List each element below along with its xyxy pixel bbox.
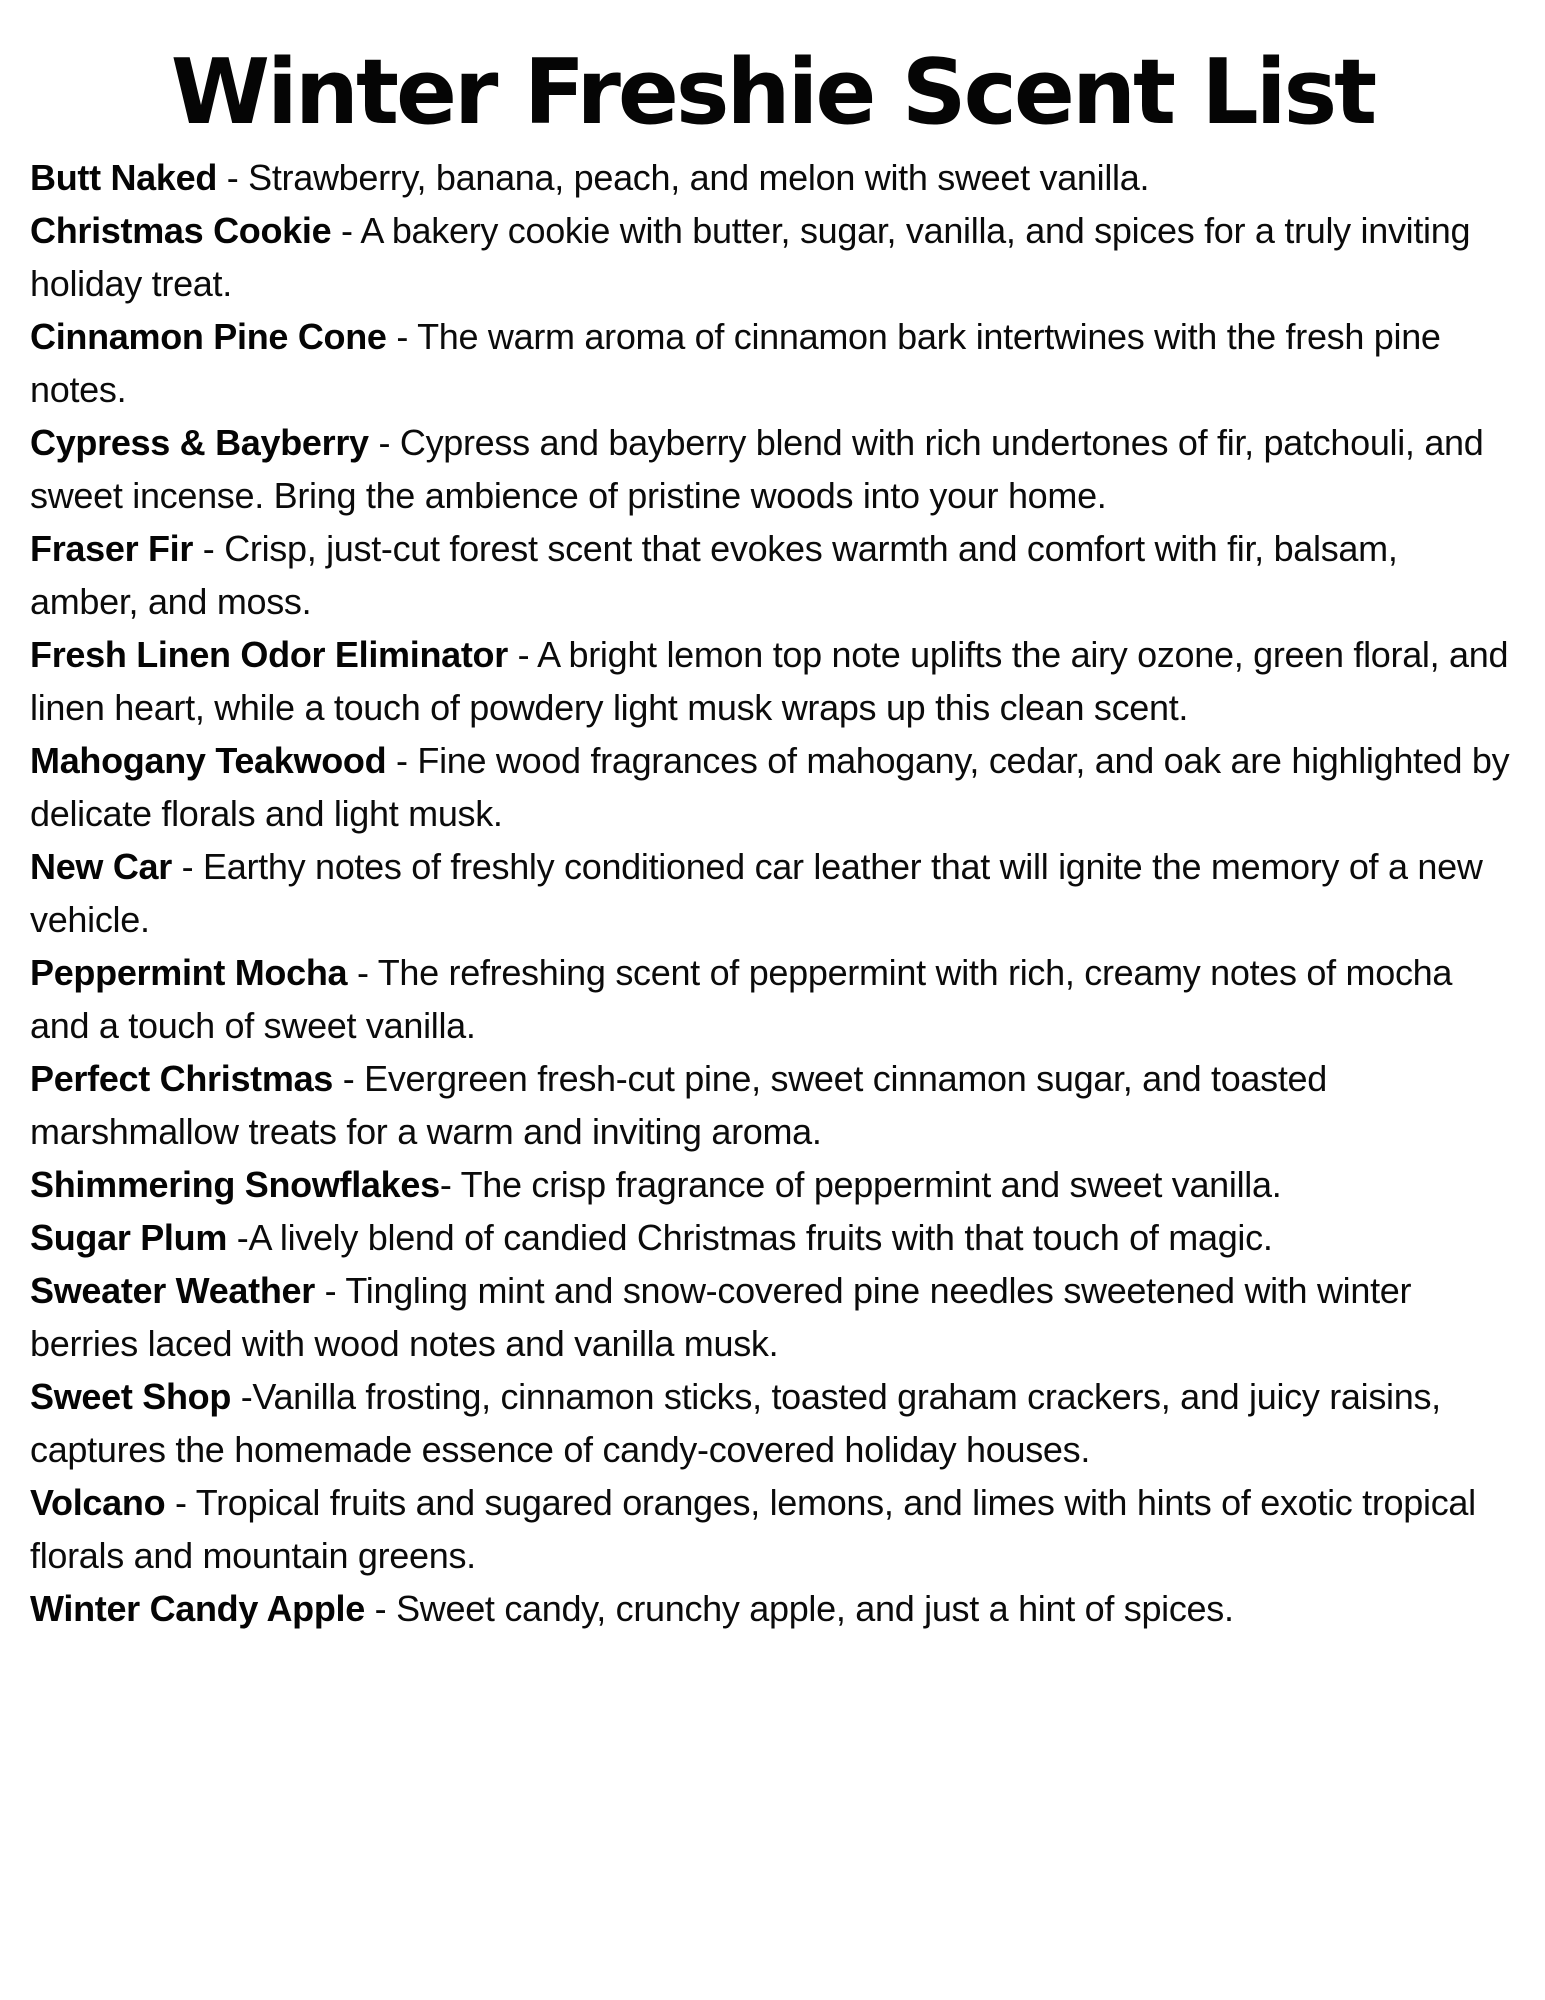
- page-title: Winter Freshie Scent List: [170, 40, 1375, 145]
- scent-separator: -: [314, 1270, 346, 1312]
- scent-description: A bakery cookie with butter, sugar, vanilla, and spices for a truly inviting holiday treat.: [30, 210, 1471, 305]
- scent-description: Cypress and bayberry blend with rich undertones of fir, patchouli, and sweet incense. Bring the ambience of pristine woods into your home.: [30, 422, 1484, 517]
- scent-item: [30, 840, 1515, 946]
- scent-separator: -: [368, 422, 400, 464]
- scent-name: Sweet Shop: [30, 1376, 232, 1418]
- scent-description: Tingling mint and snow-covered pine needles sweetened with winter berries laced with wood notes and vanilla musk.: [30, 1270, 1412, 1365]
- scent-name: Sugar Plum: [30, 1217, 228, 1259]
- scent-separator: -: [386, 316, 418, 358]
- scent-description: A bright lemon top note uplifts the airy ozone, green floral, and linen heart, while a touch of powdery light musk wraps up this clean scent.: [30, 634, 1509, 729]
- scent-item: [30, 416, 1515, 522]
- scent-separator: -: [333, 1058, 365, 1100]
- scent-item: [30, 1476, 1515, 1582]
- scent-name: Butt Naked: [30, 157, 218, 199]
- scent-description: Evergreen fresh-cut pine, sweet cinnamon sugar, and toasted marshmallow treats for a warm and inviting aroma.: [30, 1058, 1328, 1153]
- scent-name: Fraser Fir: [30, 528, 194, 570]
- scent-name: Fresh Linen Odor Eliminator: [30, 634, 508, 676]
- scent-separator: -: [364, 1588, 397, 1630]
- scent-separator: -: [347, 952, 378, 994]
- scent-item: [30, 1264, 1515, 1370]
- scent-name: Sweater Weather: [30, 1270, 315, 1312]
- scent-separator: -: [193, 528, 225, 570]
- scent-name: Cypress & Bayberry: [30, 422, 369, 464]
- scent-description: Earthy notes of freshly conditioned car leather that will ignite the memory of a new vehicle.: [30, 846, 1483, 941]
- scent-item: [30, 1582, 1515, 1635]
- scent-description: Crisp, just-cut forest scent that evokes warmth and comfort with fir, balsam, amber, and moss.: [30, 528, 1398, 623]
- scent-name: Winter Candy Apple: [30, 1588, 365, 1630]
- scent-separator: -: [231, 1376, 253, 1418]
- scent-item: [30, 522, 1515, 628]
- scent-name: Mahogany Teakwood: [30, 740, 387, 782]
- scent-item: [30, 1158, 1515, 1211]
- scent-item: [30, 1052, 1515, 1158]
- scent-name: New Car: [30, 846, 172, 888]
- scent-separator: -: [439, 1164, 461, 1206]
- scent-list: [0, 151, 1545, 1635]
- scent-description: Tropical fruits and sugared oranges, lemons, and limes with hints of exotic tropical florals and mountain greens.: [30, 1482, 1476, 1577]
- document-page: [0, 40, 1545, 2000]
- scent-item: [30, 946, 1515, 1052]
- scent-item: [30, 310, 1515, 416]
- scent-description: The crisp fragrance of peppermint and sweet vanilla.: [460, 1164, 1282, 1206]
- scent-item: [30, 151, 1515, 204]
- scent-description: A lively blend of candied Christmas fruits with that touch of magic.: [248, 1217, 1273, 1259]
- scent-name: Peppermint Mocha: [30, 952, 348, 994]
- scent-separator: -: [171, 846, 204, 888]
- scent-description: The warm aroma of cinnamon bark intertwines with the fresh pine notes.: [30, 316, 1441, 411]
- scent-description: Strawberry, banana, peach, and melon with sweet vanilla.: [248, 157, 1150, 199]
- scent-separator: -: [331, 210, 361, 252]
- scent-separator: -: [227, 1217, 249, 1259]
- scent-name: Shimmering Snowflakes: [30, 1164, 440, 1206]
- scent-name: Perfect Christmas: [30, 1058, 334, 1100]
- scent-name: Christmas Cookie: [30, 210, 332, 252]
- scent-description: The refreshing scent of peppermint with rich, creamy notes of mocha and a touch of sweet vanilla.: [30, 952, 1453, 1047]
- scent-name: Cinnamon Pine Cone: [30, 316, 387, 358]
- scent-description: Fine wood fragrances of mahogany, cedar, and oak are highlighted by delicate florals and light musk.: [30, 740, 1510, 835]
- scent-item: [30, 734, 1515, 840]
- scent-separator: -: [507, 634, 538, 676]
- scent-separator: -: [165, 1482, 196, 1524]
- scent-name: Volcano: [30, 1482, 166, 1524]
- scent-item: [30, 1211, 1515, 1264]
- scent-separator: -: [217, 157, 249, 199]
- scent-item: [30, 204, 1515, 310]
- scent-description: Vanilla frosting, cinnamon sticks, toasted graham crackers, and juicy raisins, captures the homemade essence of candy-covered holiday houses.: [30, 1376, 1441, 1471]
- scent-item: [30, 628, 1515, 734]
- scent-separator: -: [386, 740, 418, 782]
- scent-description: Sweet candy, crunchy apple, and just a hint of spices.: [396, 1588, 1234, 1630]
- scent-item: [30, 1370, 1515, 1476]
